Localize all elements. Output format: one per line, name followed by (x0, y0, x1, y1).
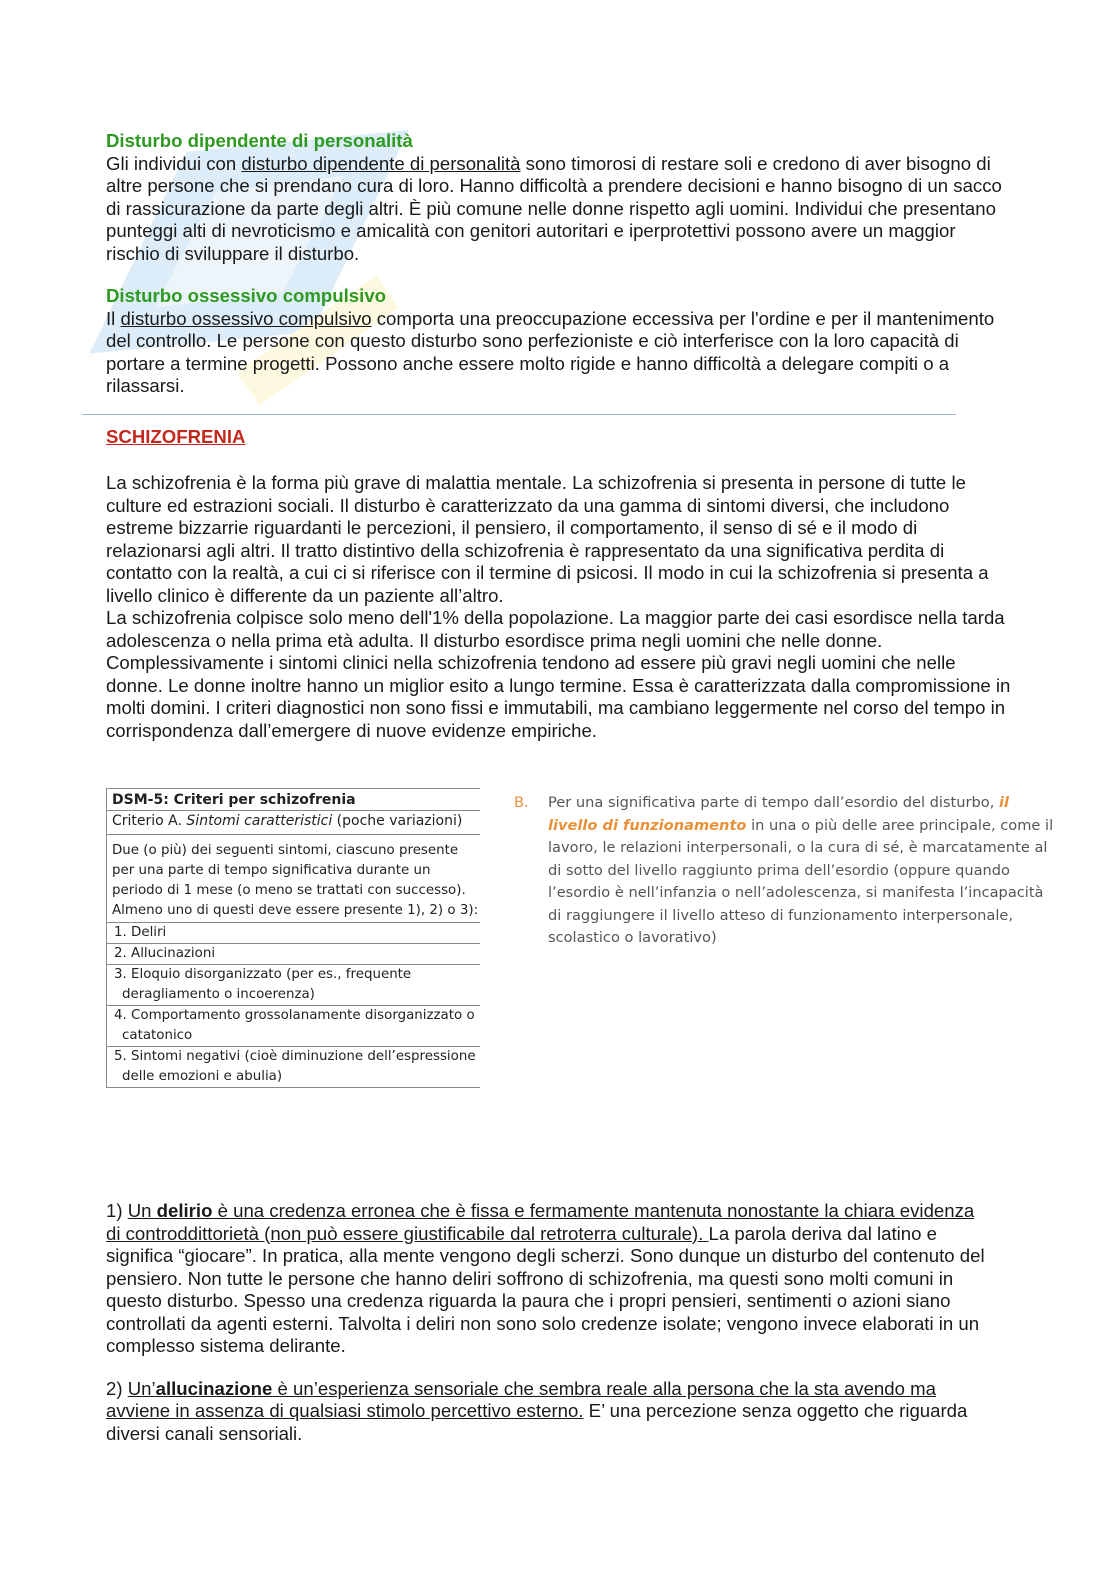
allucinazione-paragraph: 2) Un’allucinazione è un’esperienza sensoriale che sembra reale alla persona che la sta avendo ma avviene in assenza di qualsiasi stimolo percettivo esterno. E’ una percezione senza oggetto che riguarda diversi canali sensoriali. (106, 1377, 968, 1444)
criterion-b-block (514, 792, 1059, 950)
criterion-b-text: Per una significativa parte di tempo dall’esordio del disturbo, il livello di funzionamento in una o più delle aree principale, come il lavoro, le relazioni interpersonali, o la cura di sé, è marcatamente al di sotto del livello raggiunto prima dell’esordio (oppure quando l’esordio è nell’infanzia o nell’adolescenza, si manifesta l’incapacità di raggiungere il livello atteso di funzionamento interpersonale, scolastico o lavorativo) (548, 794, 1054, 946)
heading-ocd: Disturbo ossessivo compulsivo (106, 285, 387, 306)
schizophrenia-paragraph-1: La schizofrenia è la forma più grave di malattia mentale. La schizofrenia si presenta in persone di tutte le culture ed estrazioni sociali. Il disturbo è caratterizzato da una gamma di sintomi diversi, che includono estreme bizzarrie riguardanti le percezioni, il pensiero, il comportamento, il senso di sé e il modo di relazionarsi agli altri. Il tratto distintivo della schizofrenia è rappresentato da una significativa perdita di contatto con la realtà, a cui ci si riferisce con il termine di psicosi. Il modo in cui la schizofrenia si presenta a livello clinico è differente da un paziente all’altro. (106, 472, 989, 606)
schizophrenia-title: SCHIZOFRENIA (106, 426, 246, 447)
dsm-item: 3. Eloquio disorganizzato (per es., frequente deragliamento o incoerenza) (106, 965, 480, 1006)
ocd-link[interactable]: disturbo ossessivo compulsivo (120, 307, 372, 329)
dsm-item: 4. Comportamento grossolanamente disorganizzato o catatonico (106, 1006, 480, 1047)
criterion-b-letter: B. (514, 794, 529, 811)
section-divider (82, 414, 956, 415)
dependent-disorder-paragraph: Gli individui con disturbo dipendente di personalità sono timorosi di restare soli e credono di aver bisogno di altre persone che si prendano cura di loro. Hanno difficoltà a prendere decisioni e hanno bisogno di un sacco di rassicurazione da parte degli altri. È più comune nelle donne rispetto agli uomini. Individui che presentano punteggi alti di nevroticismo e amicalità con genitori autoritari e iperprotettivi possono avere un maggior rischio di sviluppare il disturbo. (106, 152, 1002, 264)
dsm-item: 1. Deliri (106, 923, 480, 944)
dependent-disorder-link[interactable]: disturbo dipendente di personalità (241, 152, 521, 174)
dsm-criteria-table (106, 788, 480, 1088)
dsm-criterion-a: Criterio A. Sintomi caratteristici (poche variazioni) (106, 811, 480, 835)
heading-dependent-disorder: Disturbo dipendente di personalità (106, 130, 413, 151)
dsm-item: 5. Sintomi negativi (cioè diminuzione dell’espressione delle emozioni e abulia) (106, 1047, 480, 1088)
delirio-paragraph: 1) Un delirio è una credenza erronea che è fissa e fermamente mantenuta nonostante la chiara evidenza di controddittorietà (non può essere giustificabile dal retroterra culturale). La parola deriva dal latino e significa “giocare”. In pratica, alla mente vengono degli scherzi. Sono dunque un disturbo del contenuto del pensiero. Non tutte le persone che hanno deliri soffrono di schizofrenia, ma questi sono molti comuni in questo disturbo. Spesso una credenza riguarda la paura che i propri pensieri, sentimenti o azioni siano controllati da agenti esterni. Talvolta i deliri non sono solo credenze isolate; vengono invece elaborati in un complesso sistema delirante. (106, 1200, 985, 1356)
symptoms-section (106, 1200, 991, 1445)
personality-disorders-section (106, 130, 1006, 398)
ocd-paragraph: Il disturbo ossessivo compulsivo comporta una preoccupazione eccessiva per l'ordine e per il mantenimento del controllo. Le persone con questo disturbo sono perfezioniste e ciò interferisce con la loro capacità di portare a termine progetti. Possono anche essere molto rigide e hanno difficoltà a delegare compiti o a rilassarsi. (106, 307, 995, 396)
schizophrenia-paragraph-2: La schizofrenia colpisce solo meno dell'1% della popolazione. La maggior parte dei casi esordisce nella tarda adolescenza o nella prima età adulta. Il disturbo esordisce prima negli uomini che nelle donne. Complessivamente i sintomi clinici nella schizofrenia tendono ad essere più gravi negli uomini che nelle donne. Le donne inoltre hanno un miglior esito a lungo termine. Essa è caratterizzata dalla compromissione in molti domini. I criteri diagnostici non sono fissi e immutabili, ma cambiano leggermente nel corso del tempo in corrispondenza dall’emergere di nuove evidenze empiriche. (106, 607, 1011, 741)
dsm-description: Due (o più) dei seguenti sintomi, ciascuno presente per una parte di tempo significativa durante un periodo di 1 mese (o meno se trattati con successo). Almeno uno di questi deve essere presente 1), 2) o 3): (106, 835, 480, 923)
dsm-table-title: DSM-5: Criteri per schizofrenia (106, 788, 480, 811)
schizophrenia-body (106, 472, 1011, 742)
dsm-item: 2. Allucinazioni (106, 944, 480, 965)
